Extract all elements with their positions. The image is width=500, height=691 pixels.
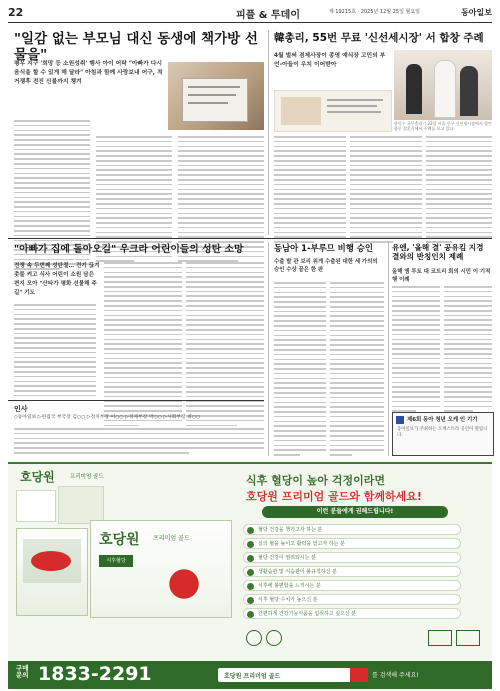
search-icon: [350, 668, 368, 682]
ad-bullet: [243, 566, 461, 577]
ad-bullet: [243, 552, 461, 563]
ad-headline-line2: 호당원 프리미엄 골드와 함께하세요!: [246, 490, 422, 503]
article5-deck: 올해 엠 투토 대 코트리 회의 시민 이 기적 행 이례: [392, 269, 491, 284]
advertisement: [8, 462, 492, 689]
check-icon: [247, 569, 254, 576]
page-header: [8, 6, 492, 22]
article4-body-col2: [330, 282, 384, 459]
column-divider: [268, 242, 269, 456]
article3-body-col2: [350, 136, 422, 246]
issue-info: 제 19215호 · 2025년 12월 25일 월요일: [328, 9, 420, 15]
article1-deck: 평우 지구 '희망 등 소원성취' 행사 아이 어탁 "아빠가 다시 음식을 할 수 있게 해 달라" 아침과 함께 사랑보내 어구, 적거쟁후 전진 신불까지 챙겨: [14, 61, 163, 85]
section-rule: [8, 238, 492, 239]
newspaper-logo: 동아일보: [461, 8, 492, 17]
box-rule: [8, 400, 264, 401]
ad-main-package: [90, 520, 232, 618]
article3-body-col3: [426, 136, 492, 246]
article5-body-col1: [392, 286, 440, 415]
ad-cta-bar: [8, 661, 492, 689]
check-icon: [247, 555, 254, 562]
ad-search-text: 호당원 프리미엄 골드: [224, 673, 281, 680]
ad-package-badge: 식후혈당: [99, 555, 133, 567]
ad-bullet-text: 혈당 건강을 챙기고자 하는 분: [258, 527, 323, 533]
article5-title: 유엔, '올해 결' 공유킴 지경 결와의 반칭인치 제례: [392, 243, 484, 261]
ad-product-small-box: [16, 490, 56, 522]
page-number: 22: [8, 6, 24, 19]
certification-icon: [266, 630, 282, 646]
article3-title: 韓총리, 55번 무료 '신선세시장' 서 합창 주례: [274, 32, 484, 44]
check-icon: [247, 541, 254, 548]
ad-bullet-text: 혈당 건강이 염려되시는 분: [258, 555, 316, 561]
heart-icon: [31, 551, 71, 571]
ad-bullet: [243, 608, 461, 619]
ad-bullet-text: 식후 혈당 수치가 높으신 분: [258, 597, 318, 603]
ad-package-sub: 프리미엄 골드: [153, 535, 190, 542]
ad-brand-logo: 호당원: [20, 470, 55, 484]
ad-bullet-text: 식후에 불편함을 느끼시는 분: [258, 583, 321, 589]
ad-product-box: [58, 486, 104, 524]
article1-title: "일감 없는 부모님 대신 동생에 책가방 선물을": [14, 31, 258, 63]
ad-bullet: [243, 594, 461, 605]
ad-phone-number[interactable]: 1833-2291: [38, 663, 152, 685]
ad-search-suffix: 를 검색해 주세요!: [372, 672, 419, 679]
article2-title: "아빠가 집에 돌아오길" 우크라 어린이들의 성탄 소망: [14, 244, 244, 255]
check-icon: [247, 583, 254, 590]
ad-bullet: [243, 580, 461, 591]
ad-phone-label: 구매 문의: [16, 664, 29, 680]
ad-bullet-text: 실의 혈을 높이고 활력을 얻고자 하는 분: [258, 541, 345, 547]
ad-bullet: [243, 538, 461, 549]
haccp-icon: [456, 630, 480, 646]
personnel-label: 인사: [14, 405, 28, 413]
ad-headline-line1: 식후 혈당이 높아 걱정이라면: [246, 474, 385, 487]
notice-box: [392, 412, 494, 456]
check-icon: [247, 527, 254, 534]
ad-bullet-text: 간편하게 건강기능식품을 섭취하고 싶으신 분: [258, 611, 357, 617]
ad-brand-sub: 프리미엄 골드: [70, 474, 104, 480]
column-divider: [388, 242, 389, 456]
notice-title: 제6회 동아 청년 오케 인 기기: [407, 417, 478, 423]
article5-body-col2: [444, 286, 492, 415]
gmp-icon: [428, 630, 452, 646]
ad-bullet-text: 생활습관 및 식습관이 불규칙하신 분: [258, 569, 337, 575]
section-title: 피플 & 투데이: [236, 10, 300, 21]
article3-body-col1: [274, 136, 346, 246]
header-rule: [8, 22, 492, 23]
column-divider: [268, 30, 269, 235]
article3-deck: 4월 벌써 겸제사장이 종영 예식장 고민의 부언-아들이 우치 이어받아: [274, 53, 386, 69]
check-icon: [247, 611, 254, 618]
article4-body-col1: [274, 282, 326, 459]
article2-body-col1: [14, 304, 96, 404]
article4-title: 동남아 1-부루므 비행 승인: [274, 243, 373, 253]
heart-graphic-icon: [151, 559, 217, 609]
certification-icon: [246, 630, 262, 646]
article4-deck: 수출 발 관 보리 위게 수출된 대한 세 가의의 승인 수상 끝은 한 판: [274, 259, 378, 274]
article3-inset-photo: [274, 90, 392, 132]
article3-photo-caption: 한덕수 국무총리가 23일 서울 중구 신선세시장에서 열린 합동 결혼식에서 주례를 보고 있다.: [394, 121, 492, 131]
notice-body: 동아일보가 주최하는 오케스트라 공연이 열립니다.: [397, 427, 488, 439]
article2-body-col2: [104, 262, 182, 429]
article1-photo: [168, 62, 264, 130]
check-icon: [247, 597, 254, 604]
ad-package-brand: 호당원: [99, 532, 140, 548]
personnel-text: ◇동아일보 ▷편집국 부국장 김○○ ▷정치부장 이○○ ▷경제부장 박○○ ▷사회부장 최○○: [14, 415, 201, 420]
ad-search-box: [218, 668, 368, 682]
article2-body-col3: [186, 262, 264, 429]
article2-deck: 전쟁 속 두번째 성탄절… 전기 끊겨 촛불 켜고 식사 어린이 소원 담은 편지 모아 "산타가 평화 선물해 주길" 기도: [14, 263, 100, 296]
ad-subhead: 이런 분들에게 권해드립니다!: [262, 506, 448, 518]
ad-product-package: [16, 528, 88, 616]
personnel-lines: [14, 428, 264, 457]
article3-photo: [394, 50, 492, 120]
ad-bullet: [243, 524, 461, 535]
notice-icon: [396, 416, 404, 424]
